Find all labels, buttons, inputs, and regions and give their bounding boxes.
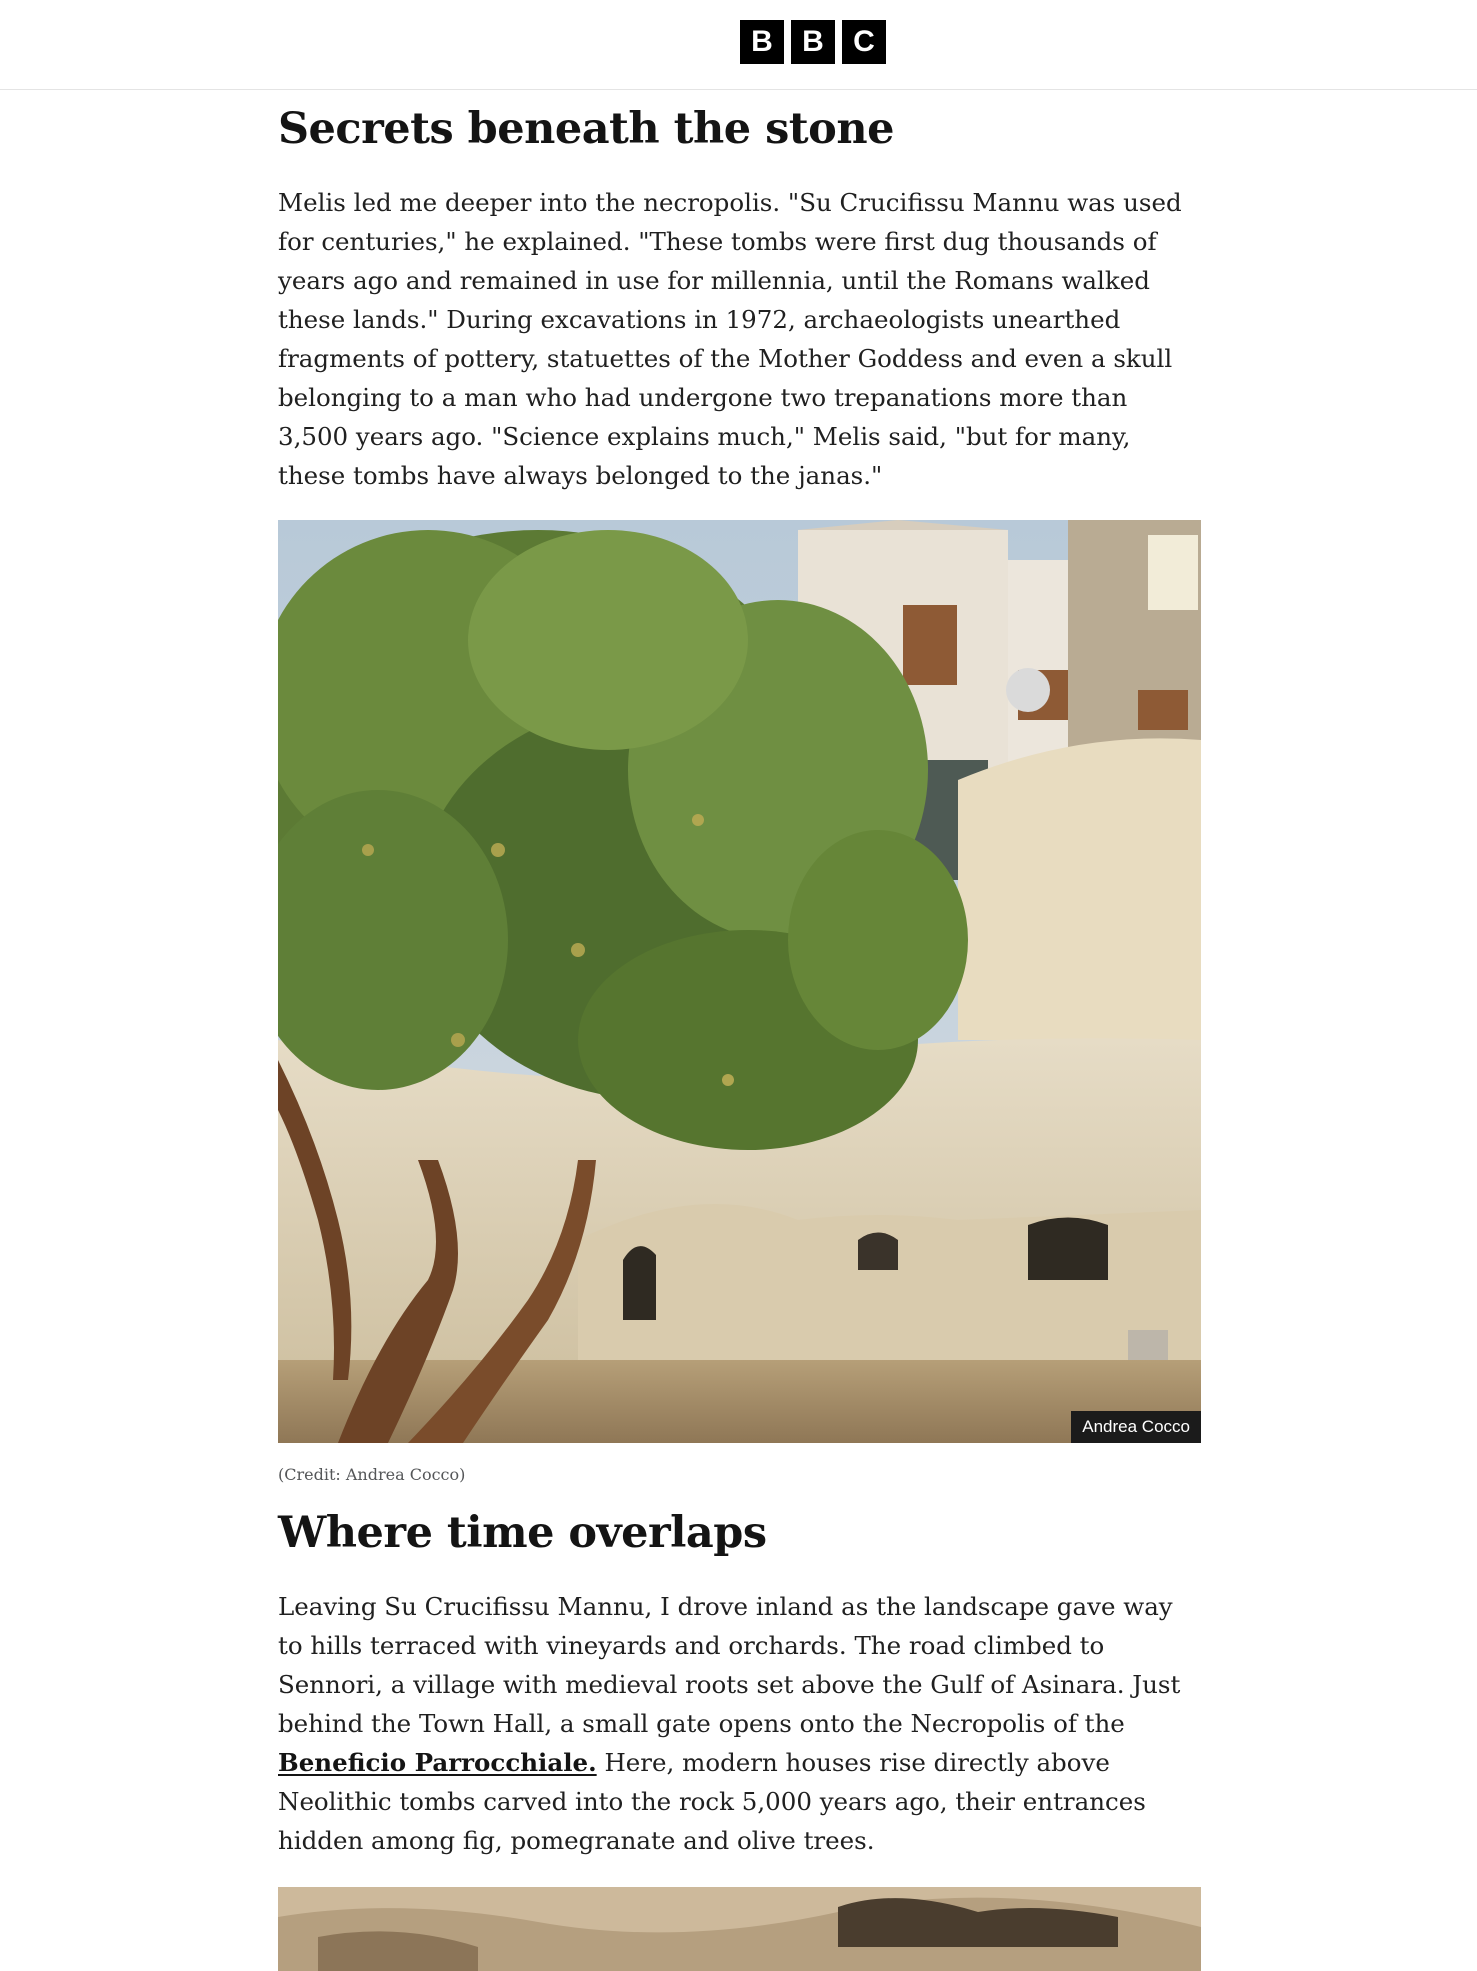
photo-credit-tag: Andrea Cocco	[1071, 1411, 1201, 1443]
photo-caption: (Credit: Andrea Cocco)	[278, 1465, 466, 1484]
paragraph-text-before-link: Leaving Su Crucifissu Mannu, I drove inland as the landscape gave way to hills terraced with vineyards and orchards. The road climbed to Sennori, a village with medieval roots set above the Gulf of Asinara. Just behind the Town Hall, a small gate opens onto the Necropolis of the	[278, 1592, 1181, 1738]
paragraph-text-after-link: Here, modern houses rise directly above Neolithic tombs carved into the rock 5,000 years ago, their entrances hidden among fig, pomegranate and olive trees.	[278, 1748, 1146, 1855]
paragraph-secrets: Melis led me deeper into the necropolis. "Su Crucifissu Mannu was used for centuries," he explained. "These tombs were first dug thousands of years ago and remained in use for millennia, until the Romans walked these lands." During excavations in 1972, archaeologists unearthed fragments of pottery, statuettes of the Mother Goddess and even a skull belonging to a man who had undergone two trepanations more than 3,500 years ago. "Science explains much," Melis said, "but for many, these tombs have always belonged to the janas."	[278, 188, 1182, 490]
beneficio-parrocchiale-link[interactable]: Beneficio Parrocchiale.	[278, 1748, 597, 1777]
logo-letter-b2: B	[791, 20, 835, 64]
bbc-logo[interactable]	[740, 20, 886, 64]
site-header	[0, 0, 1477, 90]
section-heading-secrets: Secrets beneath the stone	[278, 104, 894, 154]
rock-texture-illustration	[278, 1887, 1201, 1971]
necropolis-tree-photo	[278, 520, 1201, 1443]
next-photo-preview	[278, 1887, 1201, 1971]
section-heading-where-time: Where time overlaps	[278, 1508, 767, 1558]
logo-letter-b1: B	[740, 20, 784, 64]
tree-and-tombs-illustration	[278, 520, 1201, 1443]
logo-letter-c: C	[842, 20, 886, 64]
paragraph-where-time	[278, 1587, 1202, 1860]
